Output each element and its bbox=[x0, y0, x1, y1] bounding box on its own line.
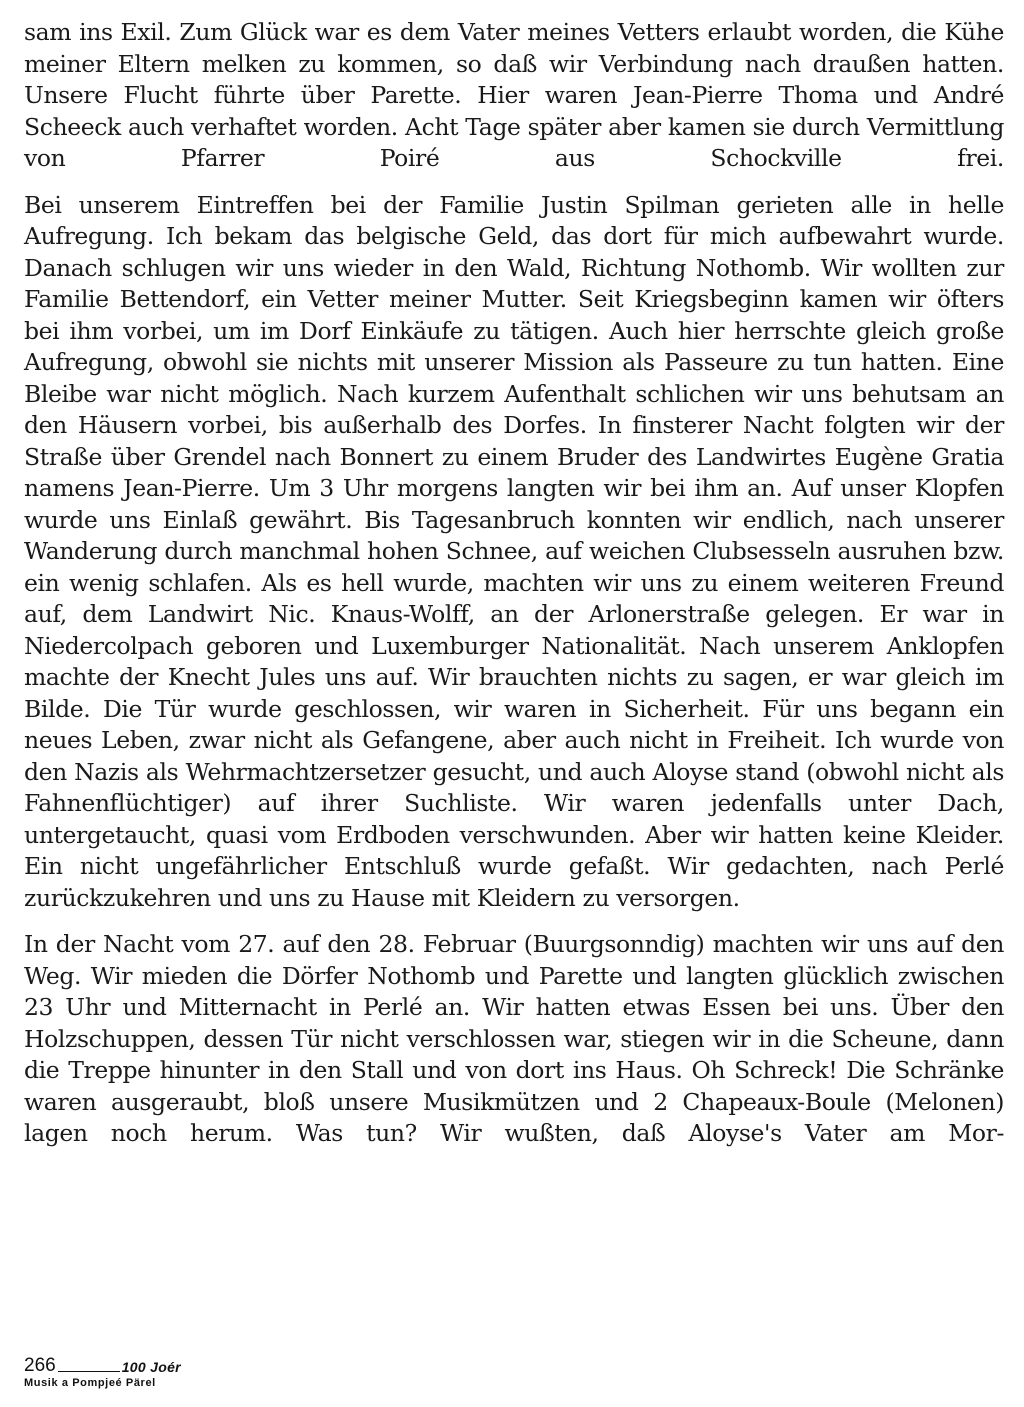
paragraph-2: Bei unserem Eintreffen bei der Familie Justin Spilman gerieten alle in helle Aufregung. Ich bekam das belgische Geld, das dort für mich aufbewahrt wurde. Danach schlugen wir uns wieder in den Wald, Richtung Nothomb. Wir wollten zur Familie Bettendorf, ein Vetter meiner Mutter. Seit Kriegsbeginn kamen wir öfters bei ihm vorbei, um im Dorf Einkäufe zu tätigen. Auch hier herrschte gleich große Aufregung, obwohl sie nichts mit unserer Mission als Passeure zu tun hatten. Eine Bleibe war nicht möglich. Nach kurzem Aufenthalt schlichen wir uns behutsam an den Häusern vorbei, bis außerhalb des Dorfes. In finsterer Nacht folgten wir der Straße über Grendel nach Bonnert zu einem Bruder des Landwirtes Eugène Gratia namens Jean-Pierre. Um 3 Uhr morgens langten wir bei ihm an. Auf unser Klopfen wurde uns Einlaß gewährt. Bis Tagesanbruch konnten wir endlich, nach unserer Wanderung durch manchmal hohen Schnee, auf weichen Clubsesseln ausruhen bzw. ein wenig schlafen. Als es hell wurde, machten wir uns zu einem weiteren Freund auf, dem Landwirt Nic. Knaus-Wolff, an der Arlonerstraße gelegen. Er war in Niedercolpach geboren und Luxemburger Nationalität. Nach unserem Anklopfen machte der Knecht Jules uns auf. Wir brauchten nichts zu sagen, er war gleich im Bilde. Die Tür wurde geschlossen, wir waren in Sicherheit. Für uns begann ein neues Leben, zwar nicht als Gefangene, aber auch nicht in Freiheit. Ich wurde von den Nazis als Wehrmachtzersetzer gesucht, und auch Aloyse stand (obwohl nicht als Fahnenflüchtiger) auf ihrer Suchliste. Wir waren jedenfalls unter Dach, untergetaucht, quasi vom Erdboden verschwunden. Aber wir hatten keine Kleider. Ein nicht ungefährlicher Entschluß wurde gefaßt. Wir gedachten, nach Perlé zurückzukehren und uns zu Hause mit Kleidern zu versorgen. bbox=[24, 190, 1004, 912]
paragraph-1: sam ins Exil. Zum Glück war es dem Vater meines Vetters erlaubt worden, die Kühe meiner Eltern melken zu kommen, so daß wir Verbindung nach draußen hatten. Unsere Flucht führte über Parette. Hier waren Jean-Pierre Thoma und André Scheeck auch verhaftet worden. Acht Tage später aber kamen sie durch Vermittlung von Pfarrer Poiré aus Schockville frei. bbox=[24, 18, 1004, 172]
page-footer bbox=[24, 1353, 284, 1389]
body-text bbox=[24, 17, 1004, 1165]
footer-rule bbox=[58, 1371, 120, 1372]
footer-top-line bbox=[24, 1353, 284, 1375]
book-title: Musik a Pompjeé Pärel bbox=[24, 1377, 156, 1389]
paragraph-3: In der Nacht vom 27. auf den 28. Februar (Buurgsonndig) machten wir uns auf den Weg. Wir mieden die Dörfer Nothomb und Parette und langten glücklich zwischen 23 Uhr und Mitternacht in Perlé an. Wir hatten etwas Essen bei uns. Über den Holzschuppen, dessen Tür nicht verschlossen war, stiegen wir in die Scheune, dann die Treppe hinunter in den Stall und von dort ins Haus. Oh Schreck! Die Schränke waren ausgeraubt, bloß unsere Musikmützen und 2 Chapeaux-Boule (Melonen) lagen noch herum. Was tun? Wir wußten, daß Aloyse's Vater am Mor- bbox=[24, 930, 1004, 1147]
page-number: 266 bbox=[24, 1355, 56, 1376]
running-head: 100 Joér bbox=[121, 1359, 181, 1375]
